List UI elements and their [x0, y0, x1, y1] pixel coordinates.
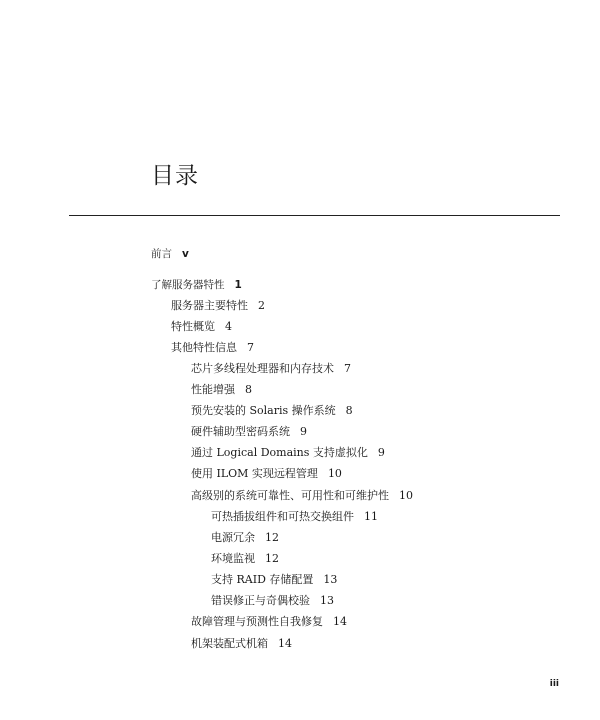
toc-entry[interactable] — [211, 552, 279, 566]
page-number: iii — [549, 679, 559, 689]
toc-entry-label: 高级别的系统可靠性、可用性和可维护性 — [191, 489, 389, 502]
toc-entry[interactable] — [211, 510, 378, 524]
toc-entry-page: 7 — [344, 362, 351, 375]
toc-entry-page: 10 — [327, 467, 342, 480]
toc-entry-label: 性能增强 — [191, 383, 235, 396]
toc-entry-preface[interactable] — [151, 247, 189, 261]
toc-entry-label: 硬件辅助型密码系统 — [191, 425, 290, 438]
toc-entry-label: 芯片多线程处理器和内存技术 — [191, 362, 334, 375]
toc-entry[interactable] — [171, 320, 232, 334]
toc-entry-label: 使用 ILOM 实现远程管理 — [191, 467, 318, 480]
toc-entry-page: 12 — [265, 531, 279, 544]
toc-entry[interactable] — [191, 362, 351, 376]
toc-entry-label: 预先安装的 Solaris 操作系统 — [191, 404, 336, 417]
toc-entry[interactable] — [191, 489, 413, 503]
toc-entry-page: 7 — [247, 341, 254, 354]
toc-entry-page: 8 — [245, 383, 252, 396]
toc-entry[interactable] — [191, 446, 385, 460]
toc-entry-label: 环境监视 — [211, 552, 255, 565]
toc-entry-label: 前言 — [151, 248, 172, 260]
toc-entry-page: 1 — [234, 279, 242, 291]
toc-entry-label: 机架装配式机箱 — [191, 637, 268, 650]
toc-entry[interactable] — [191, 404, 353, 418]
toc-entry[interactable] — [171, 299, 265, 313]
toc-entry-label: 服务器主要特性 — [171, 299, 248, 312]
toc-entry-label: 故障管理与预测性自我修复 — [191, 615, 323, 628]
page-title: 目录 — [151, 163, 199, 189]
toc-entry[interactable] — [171, 341, 254, 355]
toc-entry-page: 2 — [258, 299, 265, 312]
toc-entry-page: 13 — [323, 573, 338, 586]
toc-entry[interactable] — [191, 425, 307, 439]
toc-entry-label: 可热插拔组件和可热交换组件 — [211, 510, 354, 523]
toc-entry[interactable] — [191, 467, 342, 481]
toc-entry-label: 通过 Logical Domains 支持虚拟化 — [191, 446, 368, 459]
toc-entry-label: 错误修正与奇偶校验 — [211, 594, 310, 607]
toc-entry-label: 特性概览 — [171, 320, 215, 333]
toc-entry-page: 12 — [265, 552, 279, 565]
toc-entry[interactable] — [191, 615, 347, 629]
toc-entry-page: 14 — [278, 637, 292, 650]
toc-entry-page: 11 — [364, 510, 378, 523]
toc-entry-page: 8 — [345, 404, 353, 417]
toc-entry-label: 了解服务器特性 — [151, 279, 225, 291]
toc-entry-page: 9 — [300, 425, 307, 438]
toc-entry-label: 其他特性信息 — [171, 341, 237, 354]
toc-entry-chapter-1[interactable] — [151, 278, 242, 292]
title-divider — [69, 215, 560, 216]
toc-entry[interactable] — [211, 531, 279, 545]
toc-entry[interactable] — [191, 383, 252, 397]
toc-entry[interactable] — [191, 637, 292, 651]
toc-entry-label: 电源冗余 — [211, 531, 255, 544]
toc-entry-page: 9 — [377, 446, 385, 459]
toc-entry[interactable] — [211, 594, 334, 608]
toc-entry-page: 10 — [399, 489, 413, 502]
toc-entry-page: v — [182, 248, 189, 260]
toc-entry-page: 14 — [333, 615, 347, 628]
toc-entry[interactable] — [211, 573, 337, 587]
toc-entry-label: 支持 RAID 存储配置 — [211, 573, 314, 586]
toc-entry-page: 4 — [225, 320, 232, 333]
toc-entry-page: 13 — [320, 594, 334, 607]
